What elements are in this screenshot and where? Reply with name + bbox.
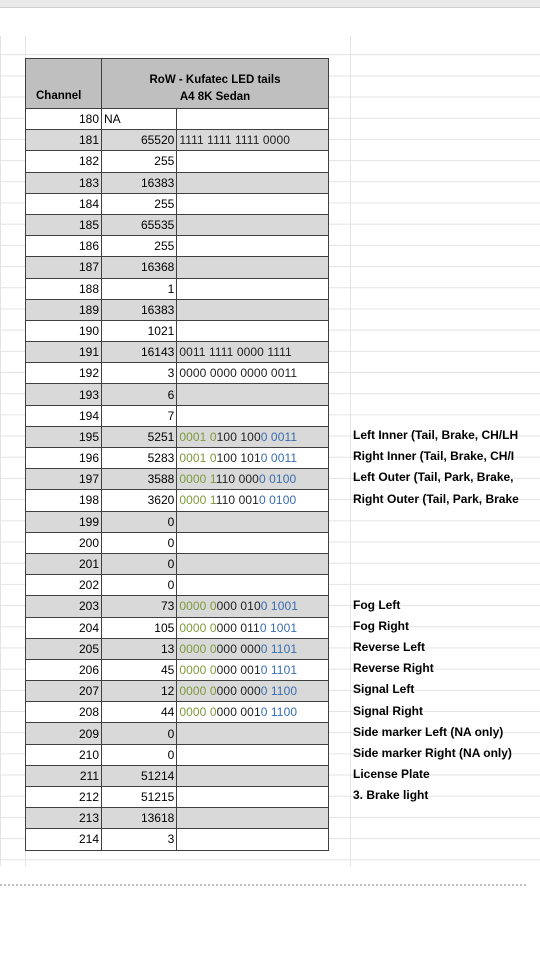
table-row bbox=[26, 426, 329, 447]
cell-binary[interactable] bbox=[177, 596, 329, 617]
cell-channel[interactable]: 199 bbox=[26, 511, 102, 532]
table-row bbox=[26, 511, 329, 532]
cell-value[interactable]: 45 bbox=[102, 659, 177, 680]
cell-channel[interactable]: 212 bbox=[26, 787, 102, 808]
table-row bbox=[26, 193, 329, 214]
table-row bbox=[26, 405, 329, 426]
table-row bbox=[26, 109, 329, 130]
cell-binary[interactable] bbox=[177, 109, 329, 130]
cell-binary[interactable] bbox=[177, 787, 329, 808]
binary-segment: 0001 0 bbox=[179, 451, 217, 466]
cell-binary[interactable] bbox=[177, 214, 329, 235]
note-label[interactable]: Right Outer (Tail, Park, Brake bbox=[353, 491, 519, 506]
cell-value[interactable]: 12 bbox=[102, 681, 177, 702]
cell-binary[interactable] bbox=[177, 469, 329, 490]
cell-channel[interactable]: 214 bbox=[26, 829, 102, 850]
binary-segment: 0000 0 bbox=[179, 662, 217, 677]
table-row bbox=[26, 617, 329, 638]
note-label[interactable]: Side marker Left (NA only) bbox=[353, 724, 504, 739]
binary-segment: 0 0011 bbox=[260, 429, 298, 444]
cell-binary[interactable] bbox=[177, 448, 329, 469]
cell-binary[interactable] bbox=[177, 575, 329, 596]
cell-binary[interactable] bbox=[177, 765, 329, 786]
cell-value[interactable]: 16383 bbox=[102, 299, 177, 320]
binary-segment: 110 000 bbox=[215, 472, 259, 487]
binary-segment: 0011 1111 0000 1111 bbox=[179, 345, 292, 360]
table-row bbox=[26, 638, 329, 659]
note-label[interactable]: Right Inner (Tail, Brake, CH/I bbox=[353, 449, 515, 464]
grid-column-line bbox=[350, 36, 351, 866]
table-row bbox=[26, 744, 329, 765]
table-row bbox=[26, 151, 329, 172]
cell-value[interactable]: 51214 bbox=[102, 765, 177, 786]
cell-channel[interactable]: 195 bbox=[26, 426, 102, 447]
cell-channel[interactable]: 186 bbox=[26, 236, 102, 257]
note-label[interactable]: Reverse Right bbox=[353, 661, 434, 676]
header-channel[interactable]: Channel bbox=[26, 59, 102, 109]
page-break-line bbox=[0, 884, 526, 886]
cell-channel[interactable]: 191 bbox=[26, 342, 102, 363]
cell-value[interactable]: 44 bbox=[102, 702, 177, 723]
cell-value[interactable]: 0 bbox=[102, 511, 177, 532]
cell-binary[interactable] bbox=[177, 681, 329, 702]
table-row bbox=[26, 829, 329, 850]
cell-binary[interactable] bbox=[177, 532, 329, 553]
cell-value[interactable]: 1 bbox=[102, 278, 177, 299]
table-row bbox=[26, 278, 329, 299]
cell-channel[interactable]: 180 bbox=[26, 109, 102, 130]
note-label[interactable]: Signal Right bbox=[353, 703, 423, 718]
binary-segment: 000 010 bbox=[216, 599, 261, 614]
cell-binary[interactable] bbox=[177, 426, 329, 447]
cell-channel[interactable]: 197 bbox=[26, 469, 102, 490]
cell-channel[interactable]: 192 bbox=[26, 363, 102, 384]
binary-segment: 000 011 bbox=[216, 620, 260, 635]
cell-binary[interactable] bbox=[177, 257, 329, 278]
binary-segment: 100 101 bbox=[216, 451, 261, 466]
cell-binary[interactable] bbox=[177, 130, 329, 151]
cell-binary[interactable] bbox=[177, 511, 329, 532]
cell-channel[interactable]: 196 bbox=[26, 448, 102, 469]
table-row bbox=[26, 765, 329, 786]
note-label[interactable]: Reverse Left bbox=[353, 640, 426, 654]
cell-channel[interactable]: 203 bbox=[26, 596, 102, 617]
cell-value[interactable]: 5251 bbox=[102, 426, 177, 447]
cell-channel[interactable]: 188 bbox=[26, 278, 102, 299]
cell-channel[interactable]: 189 bbox=[26, 299, 102, 320]
cell-channel[interactable]: 208 bbox=[26, 702, 102, 723]
cell-binary[interactable] bbox=[177, 299, 329, 320]
table-header-row bbox=[26, 59, 329, 109]
table-row bbox=[26, 575, 329, 596]
binary-segment: 0000 0000 0000 0011 bbox=[179, 366, 298, 381]
note-label[interactable]: Signal Left bbox=[353, 682, 415, 697]
cell-channel[interactable]: 185 bbox=[26, 214, 102, 235]
cell-binary[interactable] bbox=[177, 723, 329, 744]
cell-channel[interactable]: 206 bbox=[26, 659, 102, 680]
table-row bbox=[26, 553, 329, 574]
cell-value[interactable]: 1021 bbox=[102, 320, 177, 341]
cell-value[interactable]: 3588 bbox=[102, 469, 177, 490]
table-row bbox=[26, 723, 329, 744]
note-label[interactable]: Left Inner (Tail, Brake, CH/LH bbox=[353, 428, 519, 442]
cell-binary[interactable] bbox=[177, 553, 329, 574]
cell-binary[interactable] bbox=[177, 808, 329, 829]
header-title[interactable] bbox=[102, 59, 329, 109]
binary-segment: 1111 1111 1111 0000 bbox=[179, 133, 290, 148]
table-row bbox=[26, 236, 329, 257]
note-label[interactable]: 3. Brake light bbox=[353, 788, 429, 803]
cell-value[interactable]: 255 bbox=[102, 193, 177, 214]
binary-segment: 0000 0 bbox=[179, 599, 217, 614]
cell-binary[interactable] bbox=[177, 659, 329, 680]
cell-value[interactable]: 65520 bbox=[102, 130, 177, 151]
cell-channel[interactable]: 201 bbox=[26, 553, 102, 574]
binary-segment: 0 0100 bbox=[258, 472, 297, 487]
cell-binary[interactable] bbox=[177, 405, 329, 426]
header-title-line1: RoW - Kufatec LED tails bbox=[149, 74, 281, 86]
binary-segment: 110 001 bbox=[215, 493, 259, 508]
cell-value[interactable]: 0 bbox=[102, 575, 177, 596]
cell-binary[interactable] bbox=[177, 744, 329, 765]
cell-channel[interactable]: 194 bbox=[26, 405, 102, 426]
cell-channel[interactable]: 200 bbox=[26, 532, 102, 553]
cell-value[interactable]: 255 bbox=[102, 236, 177, 257]
cell-value[interactable]: 105 bbox=[102, 617, 177, 638]
table-row bbox=[26, 214, 329, 235]
cell-binary[interactable] bbox=[177, 151, 329, 172]
cell-binary[interactable] bbox=[177, 236, 329, 257]
cell-binary[interactable] bbox=[177, 702, 329, 723]
table-row bbox=[26, 257, 329, 278]
table-row bbox=[26, 469, 329, 490]
cell-channel[interactable]: 182 bbox=[26, 151, 102, 172]
cell-value[interactable]: 65535 bbox=[102, 214, 177, 235]
cell-binary[interactable] bbox=[177, 363, 329, 384]
channel-table bbox=[25, 58, 329, 851]
cell-channel[interactable]: 209 bbox=[26, 723, 102, 744]
cell-binary[interactable] bbox=[177, 342, 329, 363]
cell-channel[interactable]: 190 bbox=[26, 320, 102, 341]
note-label[interactable]: License Plate bbox=[353, 767, 430, 782]
cell-value[interactable]: 0 bbox=[102, 744, 177, 765]
cell-binary[interactable] bbox=[177, 172, 329, 193]
cell-value[interactable]: 255 bbox=[102, 151, 177, 172]
binary-segment: 000 001 bbox=[216, 705, 261, 720]
cell-value[interactable]: 3620 bbox=[102, 490, 177, 511]
binary-segment: 000 001 bbox=[216, 662, 261, 677]
binary-segment: 0000 0 bbox=[179, 684, 217, 699]
binary-segment: 0 1101 bbox=[260, 662, 298, 677]
note-label[interactable]: Fog Right bbox=[353, 618, 409, 633]
cell-value[interactable]: 5283 bbox=[102, 448, 177, 469]
cell-channel[interactable]: 187 bbox=[26, 257, 102, 278]
cell-channel[interactable]: 193 bbox=[26, 384, 102, 405]
cell-binary[interactable] bbox=[177, 829, 329, 850]
cell-value[interactable]: 3 bbox=[102, 363, 177, 384]
cell-value[interactable]: 0 bbox=[102, 553, 177, 574]
cell-channel[interactable]: 184 bbox=[26, 193, 102, 214]
spreadsheet-grid[interactable] bbox=[0, 36, 540, 866]
note-label[interactable]: Left Outer (Tail, Park, Brake, bbox=[353, 470, 514, 485]
binary-segment: 000 000 bbox=[216, 641, 261, 656]
cell-binary[interactable] bbox=[177, 617, 329, 638]
cell-channel[interactable]: 213 bbox=[26, 808, 102, 829]
cell-binary[interactable] bbox=[177, 193, 329, 214]
cell-value[interactable]: 16143 bbox=[102, 342, 177, 363]
cell-value[interactable]: 16383 bbox=[102, 172, 177, 193]
binary-segment: 100 100 bbox=[216, 429, 261, 444]
cell-value[interactable]: 3 bbox=[102, 829, 177, 850]
binary-segment: 0 0011 bbox=[260, 451, 298, 466]
cell-channel[interactable]: 204 bbox=[26, 617, 102, 638]
cell-value[interactable]: 0 bbox=[102, 532, 177, 553]
table-row bbox=[26, 363, 329, 384]
table-row bbox=[26, 596, 329, 617]
cell-channel[interactable]: 202 bbox=[26, 575, 102, 596]
cell-binary[interactable] bbox=[177, 278, 329, 299]
binary-segment: 0 1100 bbox=[260, 705, 298, 720]
cell-channel[interactable]: 183 bbox=[26, 172, 102, 193]
table-row bbox=[26, 130, 329, 151]
binary-segment: 0000 1 bbox=[179, 472, 216, 487]
table-row bbox=[26, 702, 329, 723]
table-row bbox=[26, 808, 329, 829]
cell-binary[interactable] bbox=[177, 638, 329, 659]
table-row bbox=[26, 299, 329, 320]
table-row bbox=[26, 172, 329, 193]
cell-channel[interactable]: 181 bbox=[26, 130, 102, 151]
note-label[interactable]: Fog Left bbox=[353, 597, 401, 612]
binary-segment: 0 1101 bbox=[260, 641, 298, 656]
table-row bbox=[26, 320, 329, 341]
cell-value[interactable]: 6 bbox=[102, 384, 177, 405]
cell-value[interactable]: 16368 bbox=[102, 257, 177, 278]
table-row bbox=[26, 659, 329, 680]
cell-value[interactable]: 13618 bbox=[102, 808, 177, 829]
cell-channel[interactable]: 207 bbox=[26, 681, 102, 702]
binary-segment: 000 000 bbox=[216, 684, 261, 699]
binary-segment: 0 1001 bbox=[260, 599, 299, 614]
cell-binary[interactable] bbox=[177, 384, 329, 405]
cell-value[interactable]: 13 bbox=[102, 638, 177, 659]
table-row bbox=[26, 342, 329, 363]
note-label[interactable]: Side marker Right (NA only) bbox=[353, 746, 512, 760]
cell-value[interactable]: 73 bbox=[102, 596, 177, 617]
table-row bbox=[26, 384, 329, 405]
table-row bbox=[26, 490, 329, 511]
binary-segment: 0001 0 bbox=[179, 429, 217, 444]
table-row bbox=[26, 532, 329, 553]
binary-segment: 0000 0 bbox=[179, 705, 217, 720]
cell-channel[interactable]: 210 bbox=[26, 744, 102, 765]
binary-segment: 0 0100 bbox=[258, 493, 297, 508]
cell-channel[interactable]: 198 bbox=[26, 490, 102, 511]
cell-value[interactable]: 0 bbox=[102, 723, 177, 744]
cell-value[interactable]: NA bbox=[102, 109, 177, 130]
binary-segment: 0 1001 bbox=[259, 620, 298, 635]
table-row bbox=[26, 787, 329, 808]
cell-channel[interactable]: 211 bbox=[26, 765, 102, 786]
binary-segment: 0000 0 bbox=[179, 641, 217, 656]
cell-binary[interactable] bbox=[177, 490, 329, 511]
table-body bbox=[26, 109, 329, 851]
top-edge-bar bbox=[0, 0, 540, 8]
binary-segment: 0000 0 bbox=[179, 620, 217, 635]
cell-binary[interactable] bbox=[177, 320, 329, 341]
binary-segment: 0000 1 bbox=[179, 493, 216, 508]
table-row bbox=[26, 448, 329, 469]
header-title-line2: A4 8K Sedan bbox=[179, 91, 251, 103]
cell-value[interactable]: 51215 bbox=[102, 787, 177, 808]
binary-segment: 0 1100 bbox=[260, 684, 298, 699]
cell-value[interactable]: 7 bbox=[102, 405, 177, 426]
table-row bbox=[26, 681, 329, 702]
cell-channel[interactable]: 205 bbox=[26, 638, 102, 659]
